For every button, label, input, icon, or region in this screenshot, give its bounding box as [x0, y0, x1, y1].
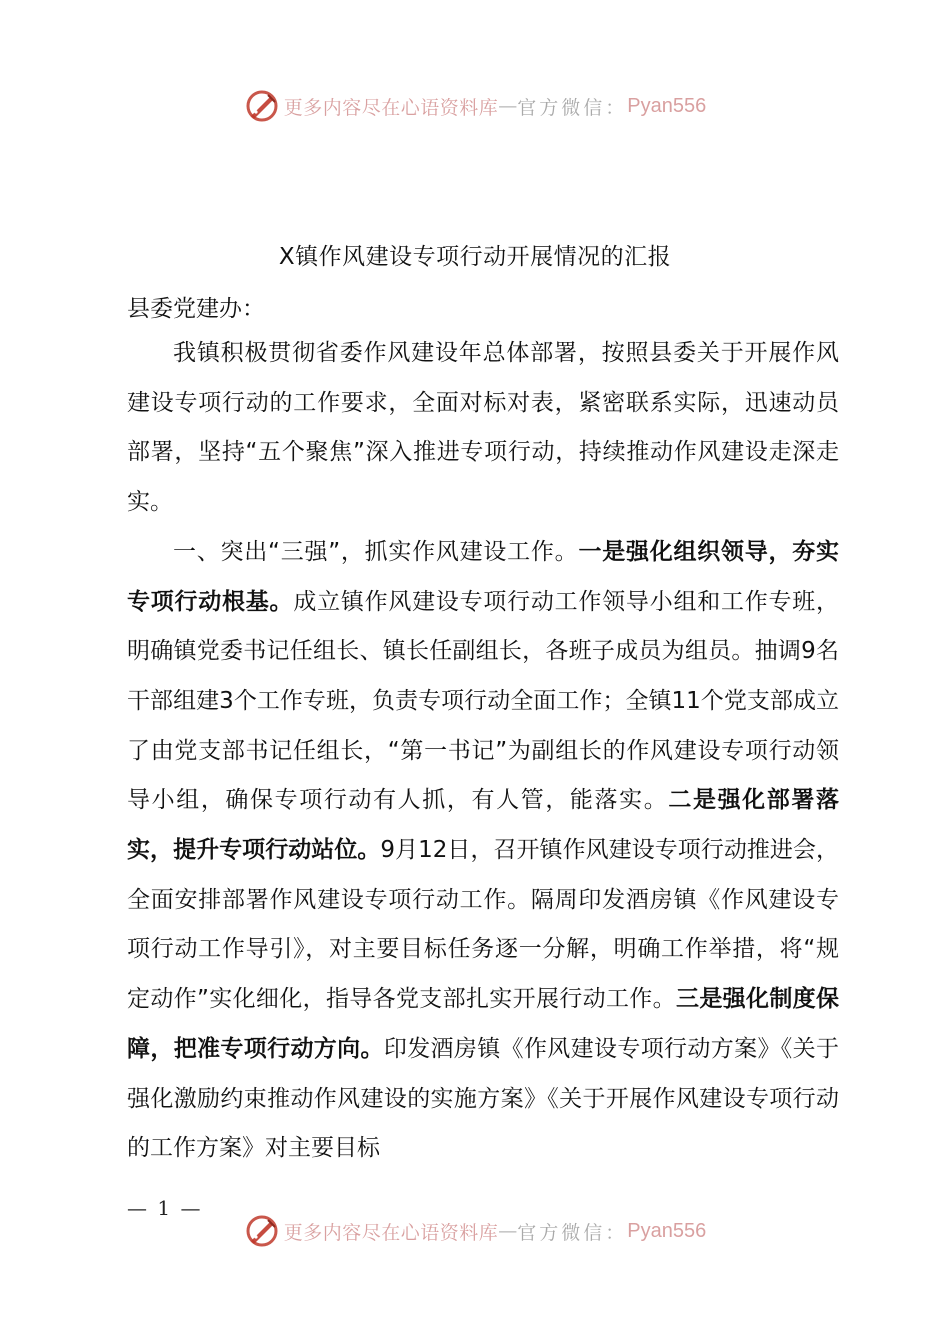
document-body: [127, 329, 839, 1174]
fountain-pen-logo-icon: [244, 88, 280, 124]
watermark-id: Pyan556: [627, 1219, 707, 1242]
bold-point-1: 一是强化组织领导，夯实专项行动根基。: [127, 538, 839, 615]
watermark-text: 更多内容尽在心语资料库: [283, 1221, 499, 1244]
point-1-text: 成立镇作风建设专项行动工作领导小组和工作专班，明确镇党委书记任组长、镇长任副组长，各班子成员为组员。抽调9名干部组建3个工作专班，负责专项行动全面工作；全镇11个党支部成立了由党支部书记任组长，“第一书记”为副组长的作风建设专项行动领导小组，确保专项行动有人抓，有人管，能落实。: [127, 588, 840, 814]
section-heading: 一、突出“三强”，抓实作风建设工作。: [173, 538, 579, 565]
watermark-label: 官方微信：: [517, 1221, 628, 1244]
watermark-separator: —: [498, 1220, 518, 1242]
watermark-id: Pyan556: [627, 94, 707, 117]
watermark-header: [0, 86, 950, 126]
watermark-label: 官方微信：: [517, 96, 628, 119]
watermark-footer: [0, 1211, 950, 1251]
fountain-pen-logo-icon: [244, 1213, 280, 1249]
document-title: X镇作风建设专项行动开展情况的汇报: [278, 244, 672, 270]
point-2-text: 9月12日，召开镇作风建设专项行动推进会，全面安排部署作风建设专项行动工作。隔周印发酒房镇《作风建设专项行动工作导引》，对主要目标任务逐一分解，明确工作举措，将“规定动作”实化细化，指导各党支部扎实开展行动工作。: [127, 837, 839, 1013]
point-3-text: 印发酒房镇《作风建设专项行动方案》《关于强化激励约束推动作风建设的实施方案》《关于开展作风建设专项行动的工作方案》对主要目标: [127, 1035, 840, 1162]
salutation: 县委党建办：: [127, 296, 265, 322]
watermark-separator: —: [498, 95, 518, 117]
watermark-text: 更多内容尽在心语资料库: [283, 96, 499, 119]
page-number: — 1 —: [127, 1196, 203, 1220]
bold-point-3: 三是强化制度保障，把准专项行动方向。: [127, 986, 839, 1062]
bold-point-2: 二是强化部署落实，提升专项行动站位。: [127, 787, 840, 864]
paragraph-intro: 我镇积极贯彻省委作风建设年总体部署，按照县委关于开展作风建设专项行动的工作要求，全面对标对表，紧密联系实际，迅速动员部署，坚持“五个聚焦”深入推进专项行动，持续推动作风建设走深走实。: [127, 340, 839, 516]
paragraph-section-1: [127, 528, 839, 1174]
